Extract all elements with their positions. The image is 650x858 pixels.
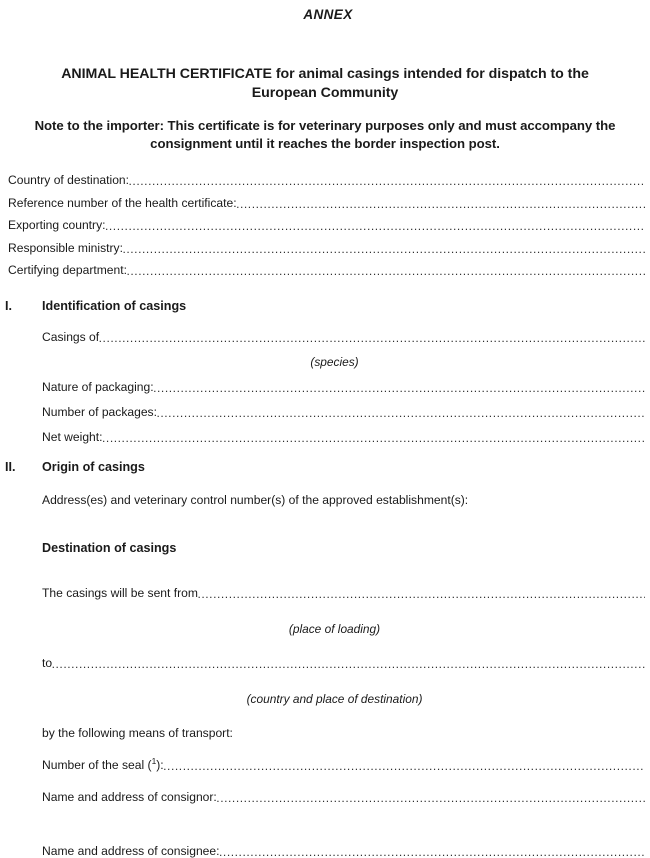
dotted-leader — [236, 197, 645, 209]
section-heading-ii — [0, 460, 650, 475]
section-heading-i — [0, 299, 650, 314]
species-caption: (species) — [310, 354, 359, 369]
field-label: Number of packages: — [42, 404, 157, 419]
field-label: The casings will be sent from — [42, 585, 198, 600]
field-label: Exporting country: — [8, 218, 106, 233]
dotted-leader — [216, 791, 645, 803]
country-and-place-caption: (country and place of destination) — [246, 691, 423, 706]
page-title: ANIMAL HEALTH CERTIFICATE for animal casings intended for dispatch to the European Community — [61, 66, 589, 101]
dotted-leader — [126, 264, 645, 276]
dotted-leader — [153, 381, 645, 393]
field-label: Reference number of the health certificate: — [8, 195, 237, 210]
establishment-address-line: Address(es) and veterinary control number(s) of the approved establishment(s): — [42, 492, 469, 507]
field-responsible-ministry — [8, 241, 645, 255]
dotted-leader — [163, 759, 645, 771]
field-label: Casings of — [42, 329, 100, 344]
place-of-loading-caption: (place of loading) — [288, 621, 381, 636]
field-number-of-seal — [42, 755, 645, 772]
field-label: Responsible ministry: — [8, 240, 123, 255]
section-number: I. — [5, 298, 12, 313]
field-country-of-destination — [8, 173, 645, 187]
field-label: to — [42, 655, 53, 670]
destination-of-casings-heading: Destination of casings — [42, 540, 177, 555]
field-consignor — [42, 790, 645, 804]
dotted-leader — [197, 587, 645, 599]
dotted-leader — [99, 331, 645, 343]
section-title: Identification of casings — [42, 298, 187, 313]
dotted-leader — [219, 845, 645, 857]
header-fields-block — [0, 173, 650, 277]
note-to-importer: Note to the importer: This certificate is for veterinary purposes only and must accompany the consignment until it reaches the border inspection post. — [34, 118, 616, 151]
means-of-transport-label: by the following means of transport: — [42, 725, 233, 740]
field-label: Nature of packaging: — [42, 379, 154, 394]
seal-label-suffix: ): — [156, 757, 164, 772]
dotted-leader — [52, 657, 645, 669]
field-sent-from — [42, 586, 645, 600]
field-certifying-department — [8, 263, 645, 277]
field-label: Name and address of consignor: — [42, 789, 217, 804]
dotted-leader — [122, 242, 645, 254]
field-consignee — [42, 844, 645, 858]
field-label: Certifying department: — [8, 263, 127, 278]
section-ii-body — [0, 493, 650, 858]
field-exporting-country — [8, 218, 645, 232]
field-label: Country of destination: — [8, 173, 130, 187]
section-title: Origin of casings — [42, 459, 145, 474]
dotted-leader — [129, 174, 645, 186]
footnote-marker: 1 — [151, 755, 157, 766]
field-to-destination — [42, 656, 645, 670]
annex-label: ANNEX — [303, 7, 353, 22]
section-i-body — [0, 330, 650, 444]
seal-label-prefix: Number of the seal ( — [42, 757, 152, 772]
dotted-leader — [105, 219, 645, 231]
field-casings-of — [42, 330, 645, 344]
dotted-leader — [102, 431, 645, 443]
field-label — [42, 755, 164, 772]
field-nature-of-packaging — [42, 380, 645, 394]
field-label: Net weight: — [42, 429, 103, 444]
dotted-leader — [156, 406, 645, 418]
field-label: Name and address of consignee: — [42, 843, 220, 858]
field-net-weight — [42, 430, 645, 444]
field-number-of-packages — [42, 405, 645, 419]
certificate-page — [0, 7, 650, 858]
section-number: II. — [5, 459, 16, 474]
field-reference-number — [8, 196, 645, 210]
